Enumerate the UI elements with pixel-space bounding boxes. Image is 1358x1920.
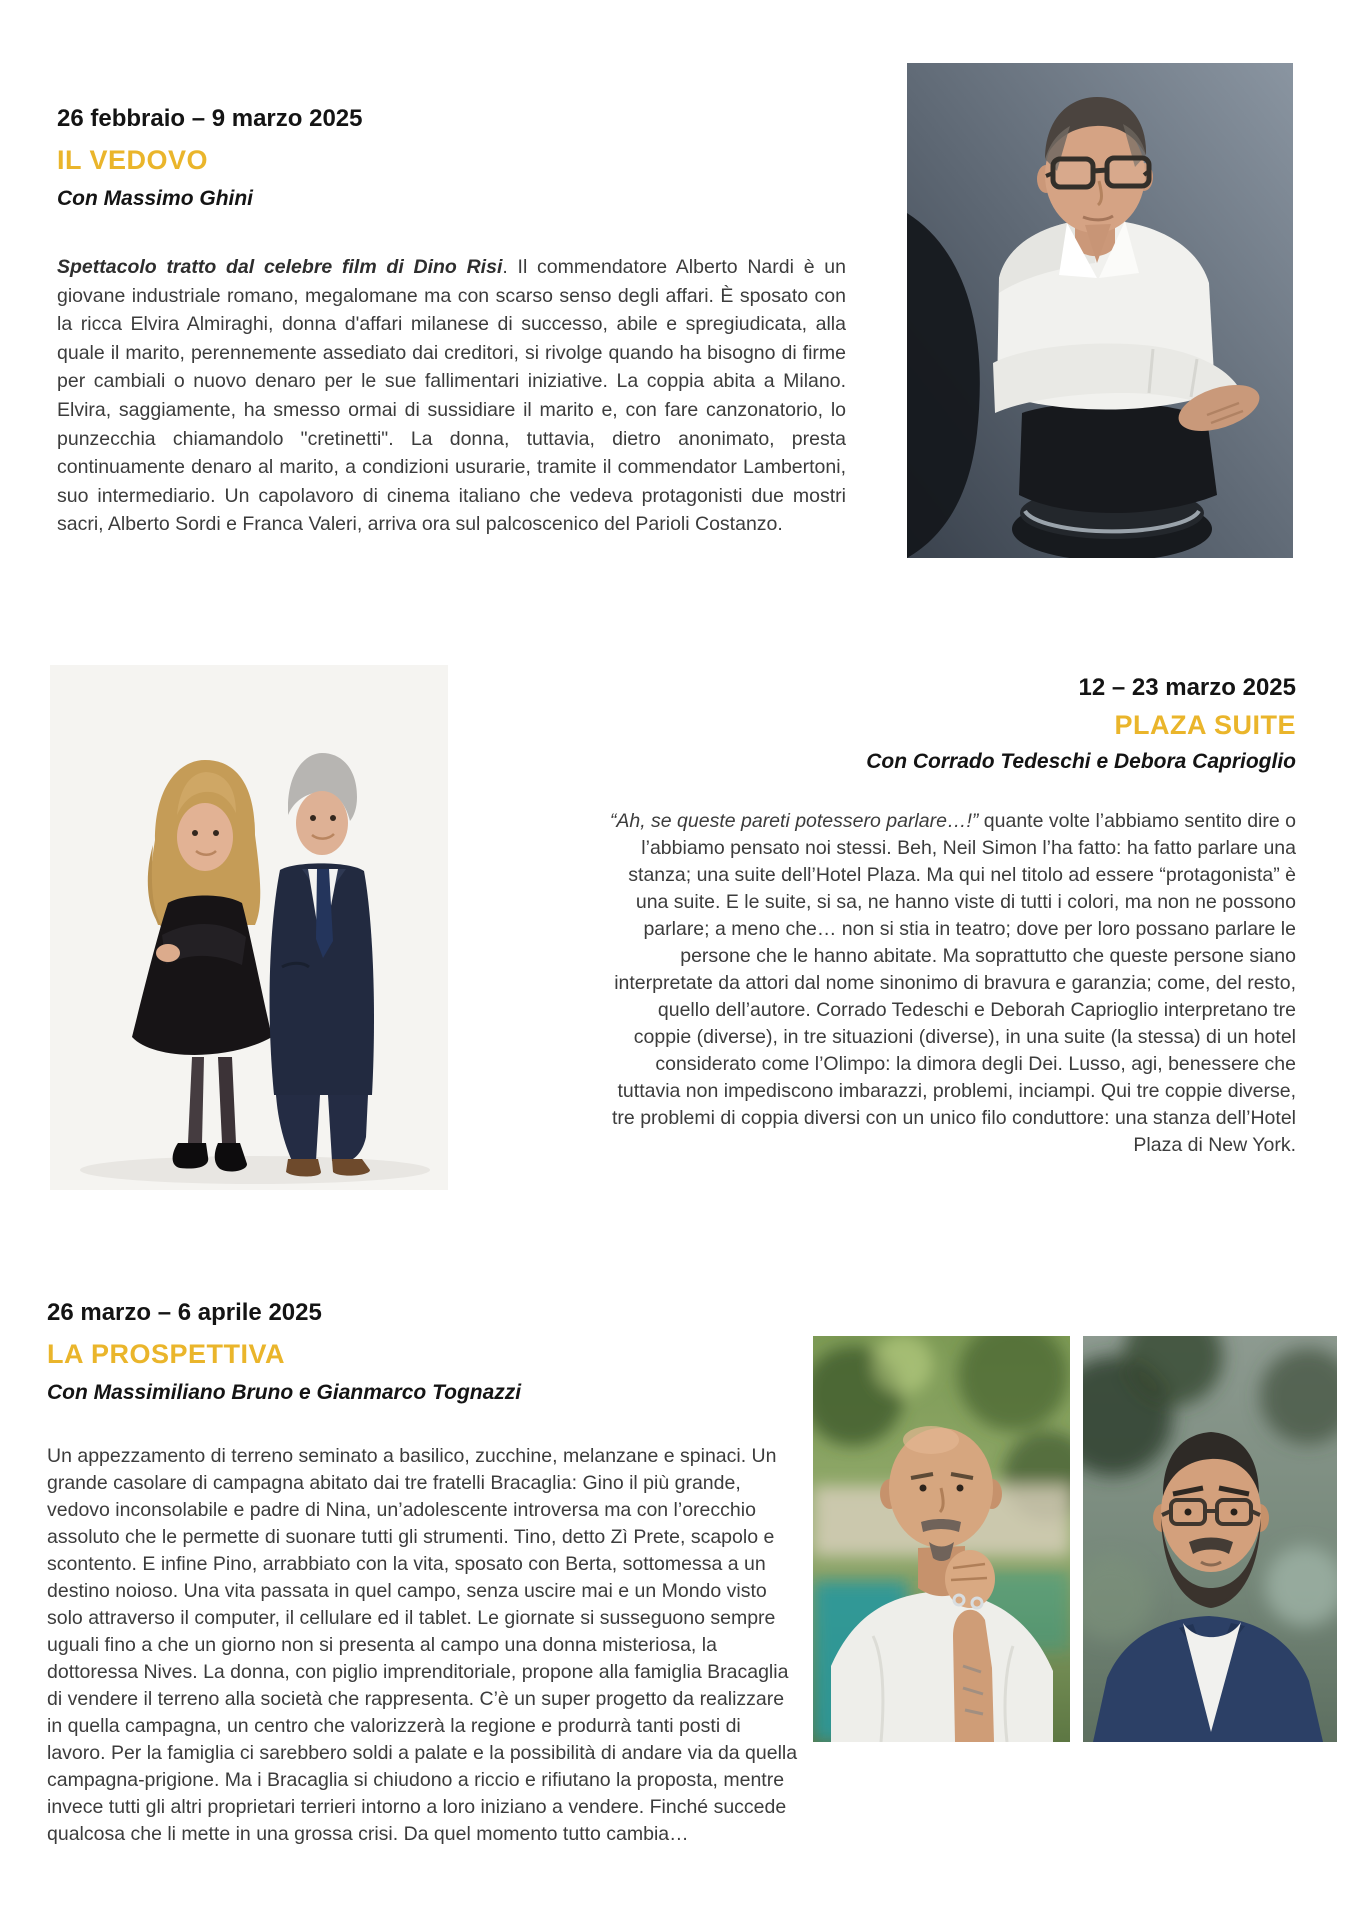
show-description	[57, 253, 846, 539]
show-dates: 26 marzo – 6 aprile 2025	[47, 1299, 322, 1326]
show-description	[47, 1443, 804, 1848]
show-section-il-vedovo	[57, 103, 846, 539]
description-body: . Il commendatore Alberto Nardi è un giovane industriale romano, megalomane ma con scarso senso degli affari. È sposato con la ricca Elvira Almiraghi, donna d'affari milanese di successo, abile e spregiudicata, alla quale il marito, perennemente assediato dai creditori, si rivolge quando ha bisogno di firme per cambiali o nuovo denaro per le sue fallimentari iniziative. La coppia abita a Milano. Elvira, saggiamente, ha smesso ormai di sussidiare il marito e, con fare canzonatorio, lo punzecchia chiamandolo "cretinetti". La donna, tuttavia, dietro anonimato, presta continuamente denaro al marito, a condizioni usurarie, tramite il commendator Lambertoni, suo intermediario. Un capolavoro di cinema italiano che vedeva protagonisti due mostri sacri, Alberto Sordi e Franca Valeri, arriva ora sul palcoscenico del Parioli Costanzo.	[57, 256, 846, 536]
description-lead: “Ah, se queste pareti potessero parlare…!”	[609, 810, 979, 832]
massimiliano-bruno-portrait-illustration	[813, 1336, 1070, 1742]
show-header	[47, 1297, 804, 1407]
description-body: Un appezzamento di terreno seminato a basilico, zucchine, melanzane e spinaci. Un grande casolare di campagna abitato dai tre fratelli Bracaglia: Gino il più grande, vedovo inconsolabile e padre di Nina, un’adolescente introversa ma con l’orecchio assoluto che le permette di suonare tutti gli strumenti. Tino, detto Zì Prete, scapolo e scontento. E infine Pino, arrabbiato con la vita, sposato con Berta, sottomessa a un destino noioso. Una vita passata in quel campo, senza uscire mai e un Mondo visto solo attraverso il computer, il cellulare ed il tablet. Le giornate si susseguono sempre uguali fino a che un giorno non si presenta al campo una donna misteriosa, la dottoressa Nives. La donna, con piglio imprenditoriale, propone alla famiglia Bracaglia di vendere il terreno alla società che rappresenta. C’è un super progetto da realizzare in quella campagna, un centro che valorizzerà la regione e produrrà tanti posti di lavoro. Per la famiglia ci sarebbero soldi a palate e la possibilità di andare via da quella campagna-prigione. Ma i Bracaglia si chiudono a riccio e rifiutano la proposta, mentre invece tutti gli altri proprietari terrieri intorno a loro iniziano a vendere. Finché succede qualcosa che li mette in una grossa crisi. Da quel momento tutto cambia…	[47, 1445, 798, 1845]
show-section-la-prospettiva	[47, 1297, 804, 1848]
show-title: LA PROSPETTIVA	[47, 1339, 286, 1369]
show-header	[57, 103, 846, 213]
show-title: PLAZA SUITE	[1114, 710, 1296, 740]
tedeschi-caprioglio-couple-illustration	[50, 665, 448, 1190]
show-dates: 26 febbraio – 9 marzo 2025	[57, 105, 363, 132]
description-body: quante volte l’abbiamo sentito dire o l’abbiamo pensato noi stessi. Beh, Neil Simon l’ha fatto: ha fatto parlare una stanza; una suite dell’Hotel Plaza. Ma qui nel titolo ad essere “protagonista” è una suite. E le suite, si sa, ne hanno viste di tutti i colori, ma non ne possono parlare; a meno che… non si stia in teatro; dove per loro possano parlare le persone che le hanno abitate. Ma soprattutto che queste persone siano interpretate da attori dal nome sinonimo di bravura e garanzia; come, del resto, quello dell’autore. Corrado Tedeschi e Deborah Caprioglio interpretano tre coppie (diverse), in tre situazioni (diverse), in una suite (la stessa) di un hotel considerato come l’Olimpo: la dimora degli Dei. Lusso, agi, benessere che tuttavia non impediscono imbarazzi, problemi, inciampi. Qui tre coppie diverse, tre problemi di coppia diversi con un unico filo conduttore: una stanza dell’Hotel Plaza di New York.	[612, 810, 1296, 1156]
show-cast: Con Massimo Ghini	[57, 187, 254, 210]
massimo-ghini-portrait-illustration	[907, 63, 1293, 558]
la-prospettiva-actor-photo-2	[1083, 1336, 1337, 1742]
il-vedovo-actor-photo	[907, 63, 1293, 558]
show-description	[596, 808, 1296, 1159]
show-header	[596, 672, 1296, 776]
gianmarco-tognazzi-portrait-illustration	[1083, 1336, 1337, 1742]
plaza-suite-actors-photo	[50, 665, 448, 1190]
la-prospettiva-actor-photo-1	[813, 1336, 1070, 1742]
show-dates: 12 – 23 marzo 2025	[1078, 674, 1296, 701]
description-lead: Spettacolo tratto dal celebre film di Dino Risi	[57, 256, 503, 278]
show-section-plaza-suite	[596, 672, 1296, 1159]
show-title: IL VEDOVO	[57, 145, 209, 175]
show-cast: Con Corrado Tedeschi e Debora Caprioglio	[866, 750, 1296, 773]
show-cast: Con Massimiliano Bruno e Gianmarco Tognazzi	[47, 1381, 522, 1404]
